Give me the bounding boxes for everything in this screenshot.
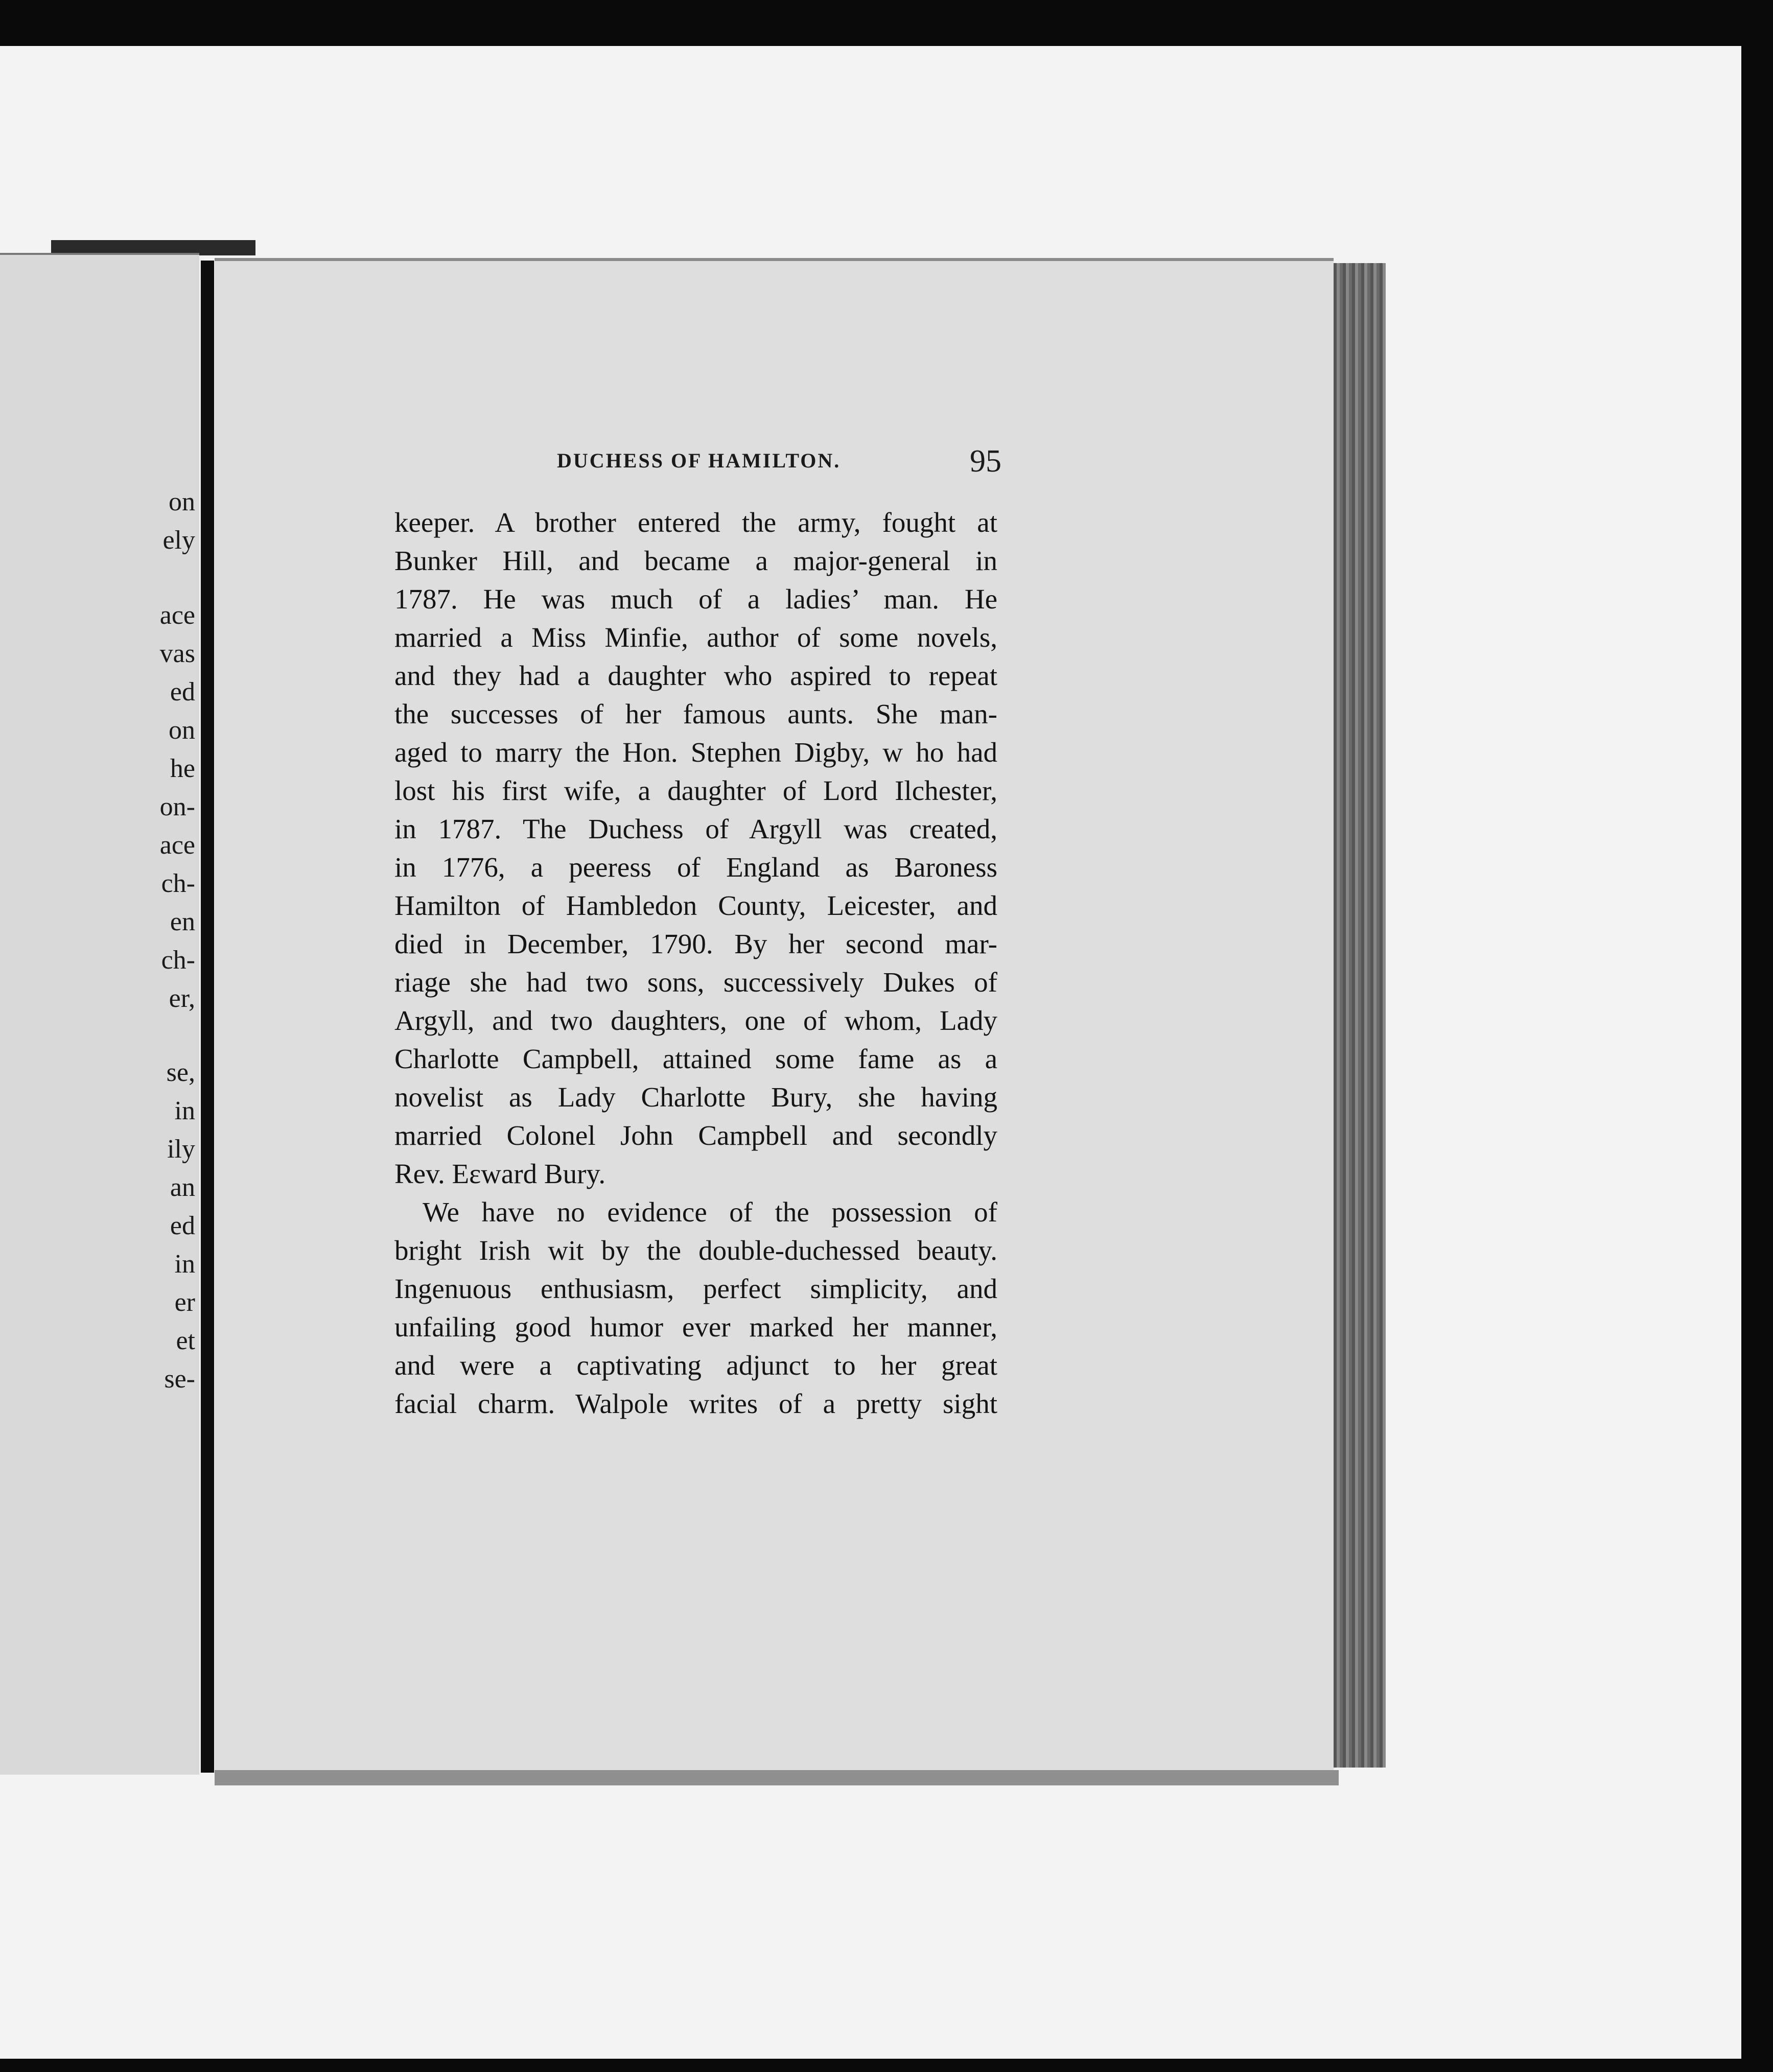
left-page-fragment: ace <box>159 831 195 860</box>
left-page-fragment: se, <box>166 1058 195 1087</box>
text-line: Rev. Eεward Bury. <box>394 1158 606 1189</box>
text-line: keeper. A brother entered the army, fought at <box>394 507 997 538</box>
text-line: died in December, 1790. By her second mar- <box>394 928 997 959</box>
text-line: and were a captivating adjunct to her great <box>394 1350 997 1381</box>
left-page-fragment: se- <box>164 1364 195 1394</box>
left-page-fragment: ily <box>167 1135 195 1164</box>
page-block-edge <box>1334 263 1386 1768</box>
film-border-right <box>1741 0 1773 2072</box>
left-page-fragment: on <box>169 487 195 516</box>
text-line: facial charm. Walpole writes of a pretty sight <box>394 1388 997 1419</box>
left-page-fragment: er <box>174 1288 195 1317</box>
film-border-top <box>0 0 1773 46</box>
left-page-fragment: an <box>170 1173 195 1202</box>
text-line: in 1787. The Duchess of Argyll was created, <box>394 813 997 844</box>
left-page-fragment: ch- <box>161 946 195 975</box>
book-gutter <box>201 261 214 1773</box>
left-page-fragment: en <box>170 907 195 936</box>
text-line: riage she had two sons, successively Dukes of <box>394 967 997 998</box>
text-line: novelist as Lady Charlotte Bury, she having <box>394 1081 997 1113</box>
body-text <box>394 503 997 1423</box>
text-line: Hamilton of Hambledon County, Leicester, and <box>394 890 997 921</box>
text-line: 1787. He was much of a ladies’ man. He <box>394 583 997 615</box>
text-line: bright Irish wit by the double-duchessed beauty. <box>394 1235 997 1266</box>
text-line: in 1776, a peeress of England as Baroness <box>394 852 997 883</box>
text-line: We have no evidence of the possession of <box>423 1196 997 1228</box>
page-bottom-edge <box>215 1770 1339 1785</box>
left-page <box>0 253 199 1775</box>
left-page-fragment: ace <box>159 601 195 630</box>
text-line: married Colonel John Campbell and secondly <box>394 1120 997 1151</box>
left-page-fragment: ed <box>170 1211 195 1240</box>
left-page-fragment: vas <box>159 639 195 668</box>
left-page-fragment: ely <box>162 526 195 555</box>
left-page-fragment: on- <box>159 792 195 821</box>
text-line: Bunker Hill, and became a major-general in <box>394 545 997 576</box>
left-page-fragment: ed <box>170 677 195 707</box>
left-page-fragment: in <box>174 1250 195 1279</box>
text-line: Argyll, and two daughters, one of whom, Lady <box>394 1005 997 1036</box>
film-border-bottom <box>0 2059 1773 2072</box>
text-line: married a Miss Minfie, author of some novels, <box>394 622 997 653</box>
left-page-fragment: ch- <box>161 869 195 898</box>
left-page-fragment: on <box>169 716 195 745</box>
text-line: and they had a daughter who aspired to repeat <box>394 660 997 691</box>
text-line: the successes of her famous aunts. She man- <box>394 698 997 729</box>
text-line: Ingenuous enthusiasm, perfect simplicity, and <box>394 1273 997 1304</box>
left-page-fragment: et <box>176 1326 195 1355</box>
text-line: unfailing good humor ever marked her manner, <box>394 1311 997 1343</box>
text-line: aged to marry the Hon. Stephen Digby, w ho had <box>394 737 997 768</box>
text-line: lost his first wife, a daughter of Lord Ilchester, <box>394 775 997 806</box>
left-page-fragment: er, <box>169 984 195 1013</box>
left-page-fragment: he <box>170 754 195 783</box>
left-page-fragment: in <box>174 1096 195 1125</box>
page-number: 95 <box>970 444 1001 479</box>
running-head: DUCHESS OF HAMILTON. <box>557 449 841 472</box>
text-line: Charlotte Campbell, attained some fame as a <box>394 1043 997 1074</box>
